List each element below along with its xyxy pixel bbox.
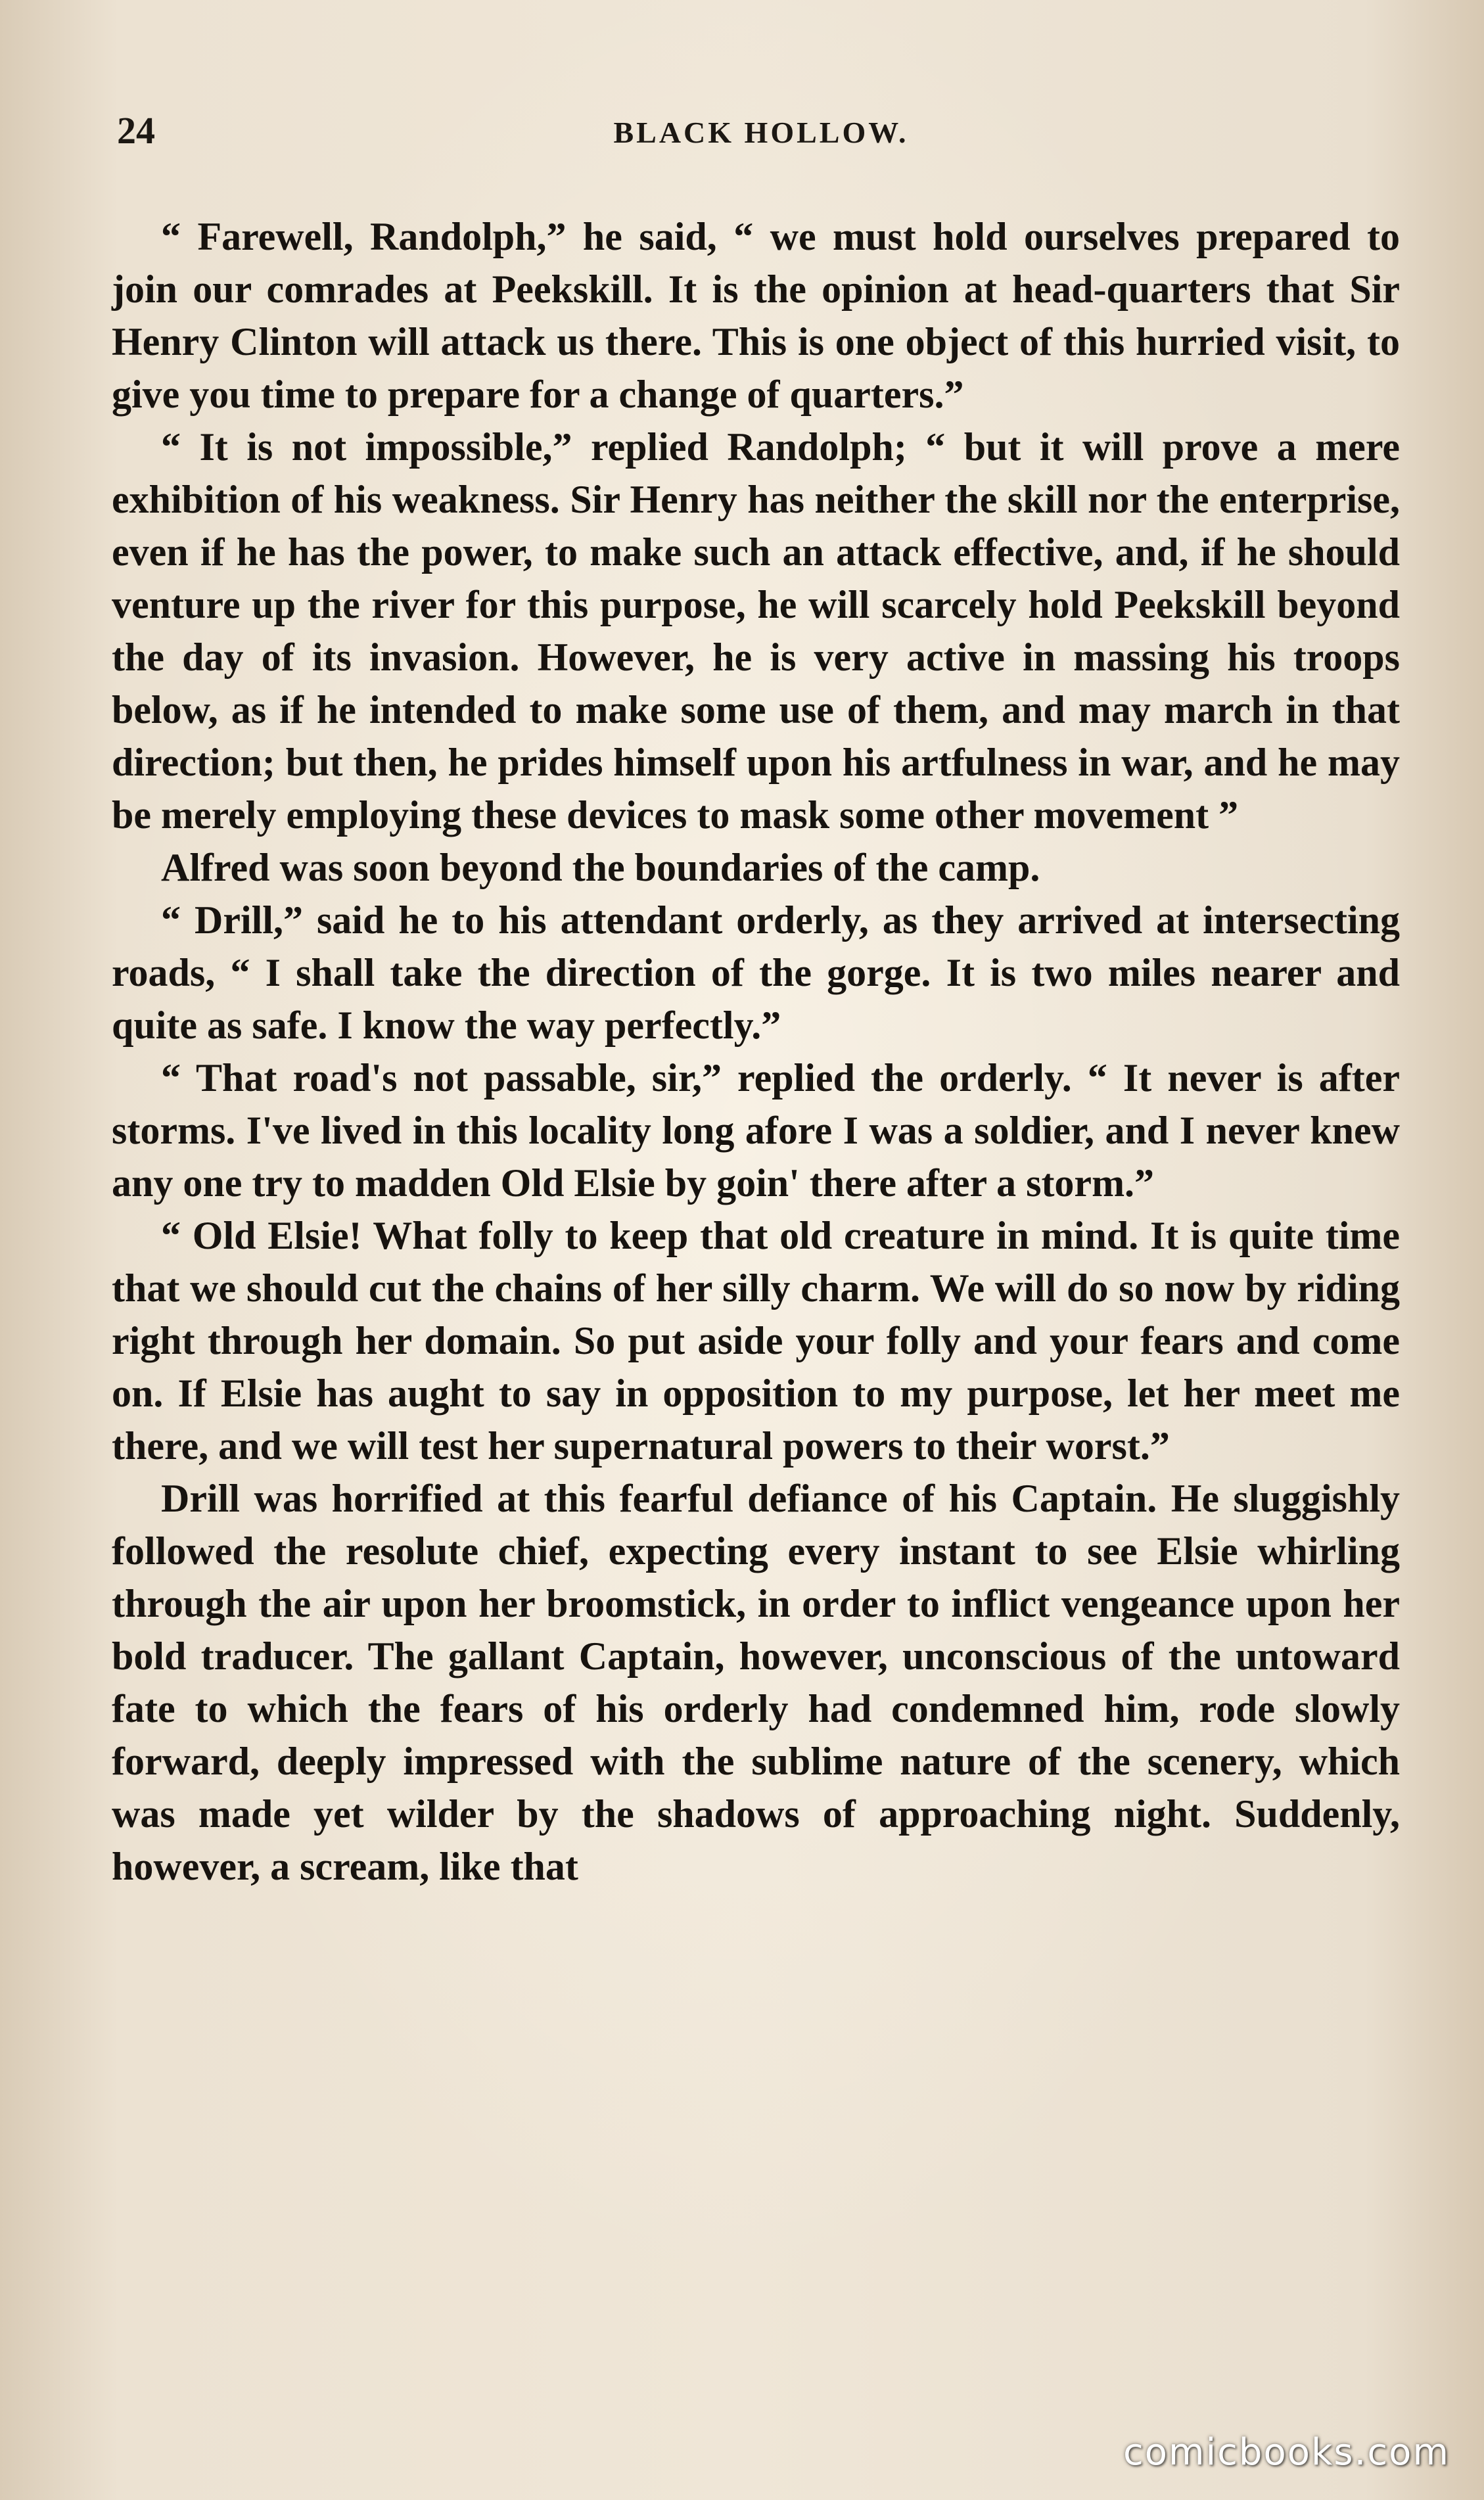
body-text bbox=[112, 210, 1400, 1893]
paragraph: “ It is not impossible,” replied Randolph; “ but it will prove a mere exhibition of his weakness. Sir Henry has neither the skill nor the enterprise, even if he has the power, to make such an attack effective, and, if he should venture up the river for this purpose, he will scarcely hold Peekskill beyond the day of its invasion. However, he is very active in massing his troops below, as if he intended to make some use of them, and may march in that direction; but then, he prides himself upon his artfulness in war, and he may be merely employing these devices to mask some other movement ” bbox=[112, 425, 1400, 837]
paragraph: “ Farewell, Randolph,” he said, “ we must hold ourselves prepared to join our comrades at Peekskill. It is the opinion at head-quarters that Sir Henry Clinton will attack us there. This is one object of this hurried visit, to give you time to prepare for a change of quarters.” bbox=[112, 215, 1400, 416]
paragraph: Alfred was soon beyond the boundaries of the camp. bbox=[161, 846, 1040, 889]
page-header bbox=[117, 108, 1405, 168]
watermark: comicbooks.com bbox=[1123, 2431, 1450, 2474]
page-number: 24 bbox=[117, 109, 155, 152]
paragraph: “ Drill,” said he to his attendant orderly, as they arrived at intersecting roads, “ I shall take the direction of the gorge. It is two miles nearer and quite as safe. I know the way perfectly.” bbox=[112, 898, 1400, 1047]
paragraph: “ Old Elsie! What folly to keep that old creature in mind. It is quite time that we should cut the chains of her silly charm. We will do so now by riding right through her domain. So put aside your folly and your fears and come on. If Elsie has aught to say in opposition to my purpose, let her meet me there, and we will test her supernatural powers to their worst.” bbox=[112, 1214, 1400, 1468]
paragraph: Drill was horrified at this fearful defiance of his Captain. He sluggishly followed the resolute chief, expecting every instant to see Elsie whirling through the air upon her broomstick, in order to inflict vengeance upon her bold traducer. The gallant Captain, however, unconscious of the untoward fate to which the fears of his orderly had condemned him, rode slowly forward, deeply impressed with the sublime nature of the scenery, which was made yet wilder by the shadows of approaching night. Suddenly, however, a scream, like that bbox=[112, 1477, 1400, 1888]
running-head: BLACK HOLLOW. bbox=[613, 116, 909, 149]
paragraph: “ That road's not passable, sir,” replied the orderly. “ It never is after storms. I've lived in this locality long afore I was a soldier, and I never knew any one try to madden Old Elsie by goin' there after a storm.” bbox=[112, 1056, 1400, 1205]
